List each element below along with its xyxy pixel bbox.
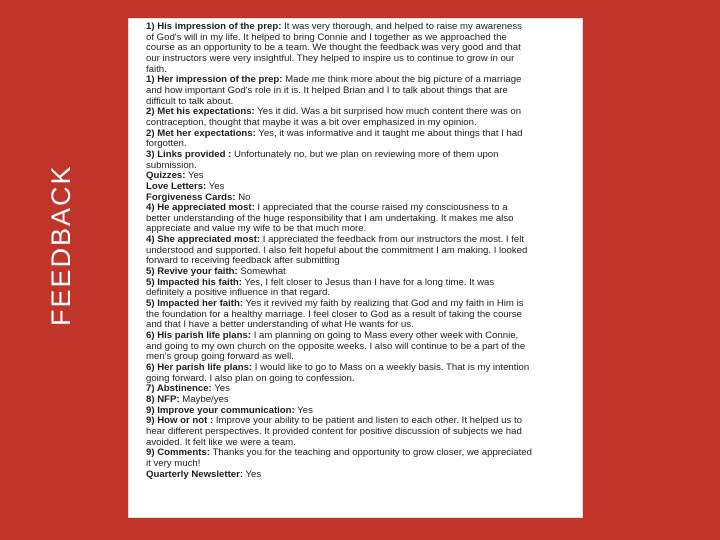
feedback-line [146,203,576,214]
feedback-line [146,448,576,459]
feedback-text-run: and going to my own church on the opposite weeks. I also will continue to be a part of the [146,341,526,352]
feedback-label: Forgiveness Cards: [146,192,236,203]
feedback-text-run: I appreciated the feedback from our instructors the most. I felt [260,235,525,246]
feedback-line [146,235,576,246]
feedback-line [146,246,576,257]
feedback-label: 4) He appreciated most: [146,203,255,214]
feedback-line [146,33,576,44]
feedback-line [146,129,576,140]
feedback-line [146,352,576,363]
feedback-line [146,363,576,374]
feedback-text-run: forgotten. [146,139,187,150]
feedback-text-run: better understanding of the huge responsibility that I am undertaking. It makes me also [146,213,514,224]
feedback-line [146,224,576,235]
feedback-text-run: I am planning on going to Mass every other week with Connie, [251,331,519,342]
feedback-text-run: Yes it did. Was a bit surprised how much content there was on [254,107,522,118]
slide-title: FEEDBACK [46,164,76,326]
feedback-line [146,288,576,299]
feedback-text-run: and how important God's role in it is. It helped Brian and I to talk about things that are [146,85,508,96]
feedback-text-run: Yes, it was informative and it taught me about things that I had [255,128,523,139]
feedback-text-run: Maybe/yes [179,394,229,405]
feedback-text-run: Made me think more about the big picture of a marriage [282,75,522,86]
feedback-text-run: forward to receiving feedback after submitting [146,256,340,267]
feedback-line [146,331,576,342]
feedback-label: 4) She appreciated most: [146,235,261,246]
feedback-label: 5) Impacted her faith: [146,299,244,310]
feedback-text-run: difficult to talk about. [146,96,234,107]
feedback-label: 8) NFP: [146,394,180,405]
feedback-label: 9) Improve your communication: [146,405,295,416]
feedback-text-run: hear different perspectives. It provided content for positive discussion of subjects we had [146,426,522,437]
feedback-line [146,182,576,193]
feedback-label: 5) Revive your faith: [146,267,238,278]
feedback-line [146,320,576,331]
feedback-line [146,139,576,150]
feedback-text-run: understood and supported. I also felt hopeful about the commitment I am making. I looked [146,245,528,256]
feedback-text-run: faith. [146,64,167,75]
feedback-line [146,107,576,118]
feedback-text-run: Thanks you for the teaching and opportunity to grow closer, we appreciated [209,448,532,459]
feedback-line [146,438,576,449]
feedback-label: Love Letters: [146,181,207,192]
feedback-text-run: avoided. It felt like we were a team. [146,437,296,448]
feedback-text-run: Yes [185,171,204,182]
feedback-text-run: men's group going forward as well. [146,352,294,363]
feedback-line [146,299,576,310]
feedback-label: Quarterly Newsletter: [146,469,244,480]
feedback-text-run: it very much! [146,458,201,469]
feedback-text-run: definitely a positive influence in that regard. [146,288,330,299]
feedback-text-run: Yes, I felt closer to Jesus than I have for a long time. It was [241,277,495,288]
feedback-text-run: Yes [243,469,262,480]
feedback-text-run: course as an opportunity to be a team. We thought the feedback was very good and that [146,43,521,54]
feedback-line [146,374,576,385]
feedback-line [146,75,576,86]
feedback-label: 6) Her parish life plans: [146,363,253,373]
feedback-text-run: Yes [211,384,230,395]
feedback-text-run: contraception, thought that maybe it was a bit over emphasized in my opinion. [146,117,477,128]
feedback-text-run: I appreciated that the course raised my consciousness to a [254,203,508,214]
feedback-line [146,416,576,427]
feedback-line [146,406,576,417]
feedback-line [146,150,576,161]
feedback-text-run: Somewhat [237,267,286,278]
feedback-text-run: appreciate and value my wife to be that much more. [146,224,367,235]
feedback-text-run: No [235,192,251,203]
feedback-text-run: Yes it revived my faith by realizing that God and my faith in Him is [243,299,524,310]
feedback-label: 1) Her impression of the prep: [146,75,283,86]
feedback-text-run: and that I have a better understanding of what He wants for us. [146,320,414,331]
feedback-line [146,22,576,33]
feedback-line [146,214,576,225]
feedback-line [146,43,576,54]
feedback-label: 3) Links provided : [146,149,232,160]
feedback-line [146,65,576,76]
feedback-text-run: Improve your ability to be patient and listen to each other. It helped us to [213,416,522,427]
feedback-line [146,342,576,353]
feedback-label: 7) Abstinence: [146,384,212,395]
feedback-line [146,86,576,97]
feedback-label: Quizzes: [146,171,186,182]
feedback-text-run: Yes [294,405,313,416]
feedback-line [146,395,576,406]
feedback-label: 5) Impacted his faith: [146,277,242,288]
feedback-text-run: our instructors were very insightful. They helped to inspire us to continue to grow in our [146,53,515,64]
feedback-line [146,267,576,278]
feedback-text-run: the foundation for a healthy marriage. I feel closer to God as a result of taking the course [146,309,522,320]
feedback-text-run: going forward. I also plan on going to confession. [146,373,355,384]
feedback-line [146,384,576,395]
feedback-label: 9) How or not : [146,416,214,427]
feedback-text-run: It was very thorough, and helped to raise my awareness [281,22,522,32]
feedback-line [146,278,576,289]
feedback-line [146,193,576,204]
feedback-line [146,54,576,65]
feedback-label: 2) Met his expectations: [146,107,255,118]
feedback-line [146,427,576,438]
feedback-line [146,256,576,267]
feedback-text-run: Unfortunately no, but we plan on reviewing more of them upon [231,149,499,160]
feedback-text-run: submission. [146,160,197,171]
feedback-text-run: I would like to go to Mass on a weekly basis. That is my intention [252,363,530,373]
feedback-line [146,310,576,321]
feedback-line [146,118,576,129]
feedback-text [146,22,576,480]
feedback-line [146,171,576,182]
feedback-line [146,161,576,172]
feedback-line [146,470,576,481]
feedback-text-run: Yes [206,181,225,192]
feedback-label: 2) Met her expectations: [146,128,256,139]
feedback-label: 1) His impression of the prep: [146,22,282,32]
feedback-card [128,18,583,518]
feedback-text-run: of God's will in my life. It helped to bring Connie and I together as we approached the [146,32,507,43]
feedback-line [146,459,576,470]
feedback-label: 6) His parish life plans: [146,331,252,342]
feedback-line [146,97,576,108]
feedback-label: 9) Comments: [146,448,210,459]
